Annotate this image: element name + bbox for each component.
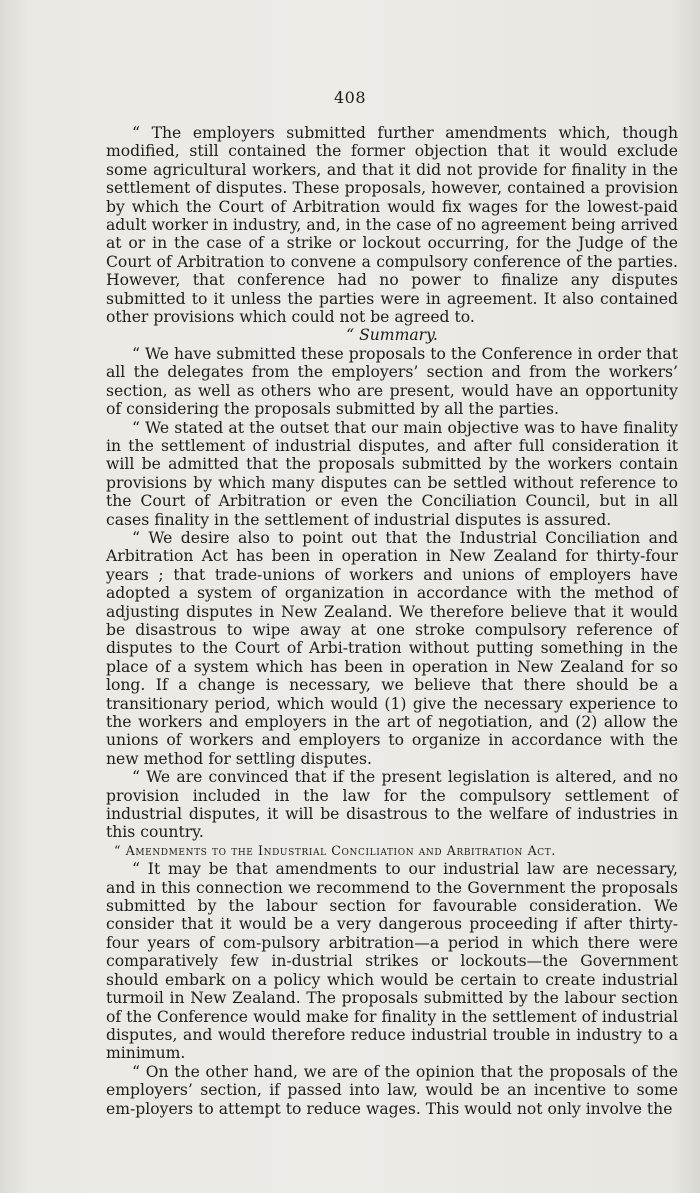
amendments-heading: “ Amendments to the Industrial Conciliation and Arbitration Act. <box>114 842 556 858</box>
page-number: 408 <box>333 88 367 107</box>
paragraph-proposals-submitted: “ We have submitted these proposals to the Conference in order that all the delegates from the employers’ section and from the workers’ section, as well as others who are present, would have an opportunity of considering the proposals submitted by all the parties. <box>106 344 678 419</box>
paragraph-act-in-operation: “ We desire also to point out that the Industrial Conciliation and Arbitration Act has been in operation in New Zealand for thirty-four years ; that trade-unions of workers and unions of employers have adopted a system of organization in accordance with the method of adjusting disputes in New Zealand. We therefore believe that it would be disastrous to wipe away at one stroke compulsory reference of disputes to the Court of Arbi-tration without putting something in the place of a system which has been in operation in New Zealand for so long. If a change is necessary, we believe that there should be a transitionary period, which would (1) give the necessary experience to the workers and employers in the art of negotiation, and (2) allow the unions of workers and employers to organize in accordance with the new method for settling disputes. <box>106 528 678 768</box>
body-text <box>106 124 678 1118</box>
paragraph-amendments-necessary: “ It may be that amendments to our industrial law are necessary, and in this connection we recommend to the Government the proposals submitted by the labour section for favourable consideration. We consider that it would be a very dangerous proceeding if after thirty-four years of com-pulsory arbitration—a period in which there were comparatively few in-dustrial strikes or lockouts—the Government should embark on a policy which would be certain to create industrial turmoil in New Zealand. The proposals submitted by the labour section of the Conference would make for finality in the settlement of industrial disputes, and would therefore reduce industrial trouble in industry to a minimum. <box>106 860 678 1063</box>
paragraph-other-hand: “ On the other hand, we are of the opinion that the proposals of the employers’ section, if passed into law, would be an incentive to some em-ployers to attempt to reduce wages. This would not only involve the <box>106 1062 678 1118</box>
summary-heading: “ Summary. <box>346 326 438 345</box>
paragraph-main-objective: “ We stated at the outset that our main objective was to have finality in the settlement of industrial disputes, and after full consideration it will be admitted that the proposals submitted by the workers contain provisions by which many disputes can be settled without reference to the Court of Arbitration or even the Conciliation Council, but in all cases finality in the settlement of industrial disputes is assured. <box>106 418 678 529</box>
paragraph-convinced: “ We are convinced that if the present legislation is altered, and no provision included in the law for the compulsory settlement of industrial disputes, it will be disastrous to the welfare of industries in this country. <box>106 768 678 842</box>
paragraph-employers-amendments: “ The employers submitted further amendments which, though modified, still contained the former objection that it would exclude some agricultural workers, and that it did not provide for finality in the settlement of disputes. These proposals, however, contained a provision by which the Court of Arbitration would fix wages for the lowest-paid adult worker in industry, and, in the case of no agreement being arrived at or in the case of a strike or lockout occurring, for the Judge of the Court of Arbitration to convene a compulsory conference of the parties. However, that conference had no power to finalize any disputes submitted to it unless the parties were in agreement. It also contained other provisions which could not be agreed to. <box>106 124 678 327</box>
